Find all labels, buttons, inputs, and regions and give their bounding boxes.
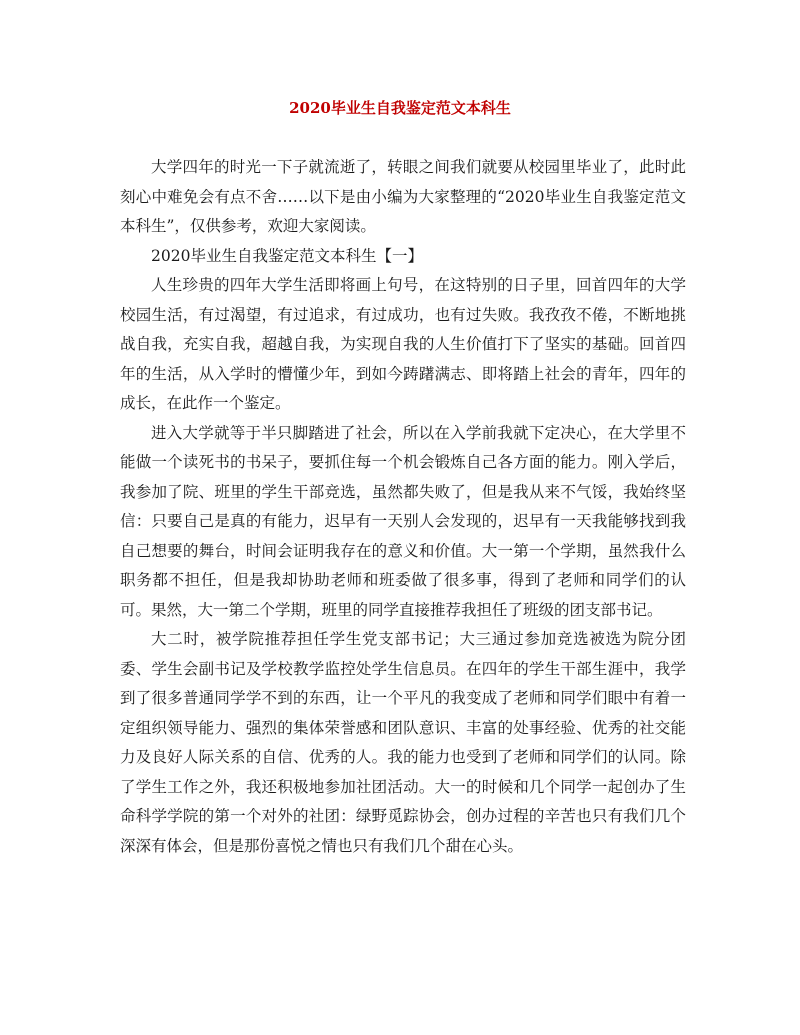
body-paragraph: 人生珍贵的四年大学生活即将画上句号，在这特别的日子里，回首四年的大学校园生活，有过渴望，有过追求，有过成功，也有过失败。我孜孜不倦，不断地挑战自我，充实自我，超越自我，为实现自我的人生价值打下了坚实的基础。回首四年的生活，从入学时的懵懂少年，到如今踌躇满志、即将踏上社会的青年，四年的成长，在此作一个鉴定。 bbox=[120, 276, 686, 412]
document-body bbox=[120, 153, 686, 861]
body-paragraph: 进入大学就等于半只脚踏进了社会，所以在入学前我就下定决心，在大学里不能做一个读死书的书呆子，要抓住每一个机会锻炼自己各方面的能力。刚入学后，我参加了院、班里的学生干部竞选，虽然都失败了，但是我从来不气馁，我始终坚信：只要自己是真的有能力，迟早有一天别人会发现的，迟早有一天我能够找到我自己想要的舞台，时间会证明我存在的意义和价值。大一第一个学期，虽然我什么职务都不担任，但是我却协助老师和班委做了很多事，得到了老师和同学们的认可。果然，大一第二个学期，班里的同学直接推荐我担任了班级的团支部书记。 bbox=[120, 423, 686, 619]
document-title: 2020毕业生自我鉴定范文本科生 bbox=[289, 99, 511, 117]
intro-paragraph: 大学四年的时光一下子就流逝了，转眼之间我们就要从校园里毕业了，此时此刻心中难免会有点不舍……以下是由小编为大家整理的“2020毕业生自我鉴定范文本科生”，仅供参考，欢迎大家阅读。 bbox=[120, 158, 686, 235]
body-paragraph: 大二时，被学院推荐担任学生党支部书记；大三通过参加竞选被选为院分团委、学生会副书记及学校教学监控处学生信息员。在四年的学生干部生涯中，我学到了很多普通同学学不到的东西，让一个平凡的我变成了老师和同学们眼中有着一定组织领导能力、强烈的集体荣誉感和团队意识、丰富的处事经验、优秀的社交能力及良好人际关系的自信、优秀的人。我的能力也受到了老师和同学们的认同。除了学生工作之外，我还积极地参加社团活动。大一的时候和几个同学一起创办了生命科学学院的第一个对外的社团：绿野觅踪协会，创办过程的辛苦也只有我们几个深深有体会，但是那份喜悦之情也只有我们几个甜在心头。 bbox=[120, 630, 686, 855]
section-heading: 2020毕业生自我鉴定范文本科生【一】 bbox=[151, 246, 423, 265]
